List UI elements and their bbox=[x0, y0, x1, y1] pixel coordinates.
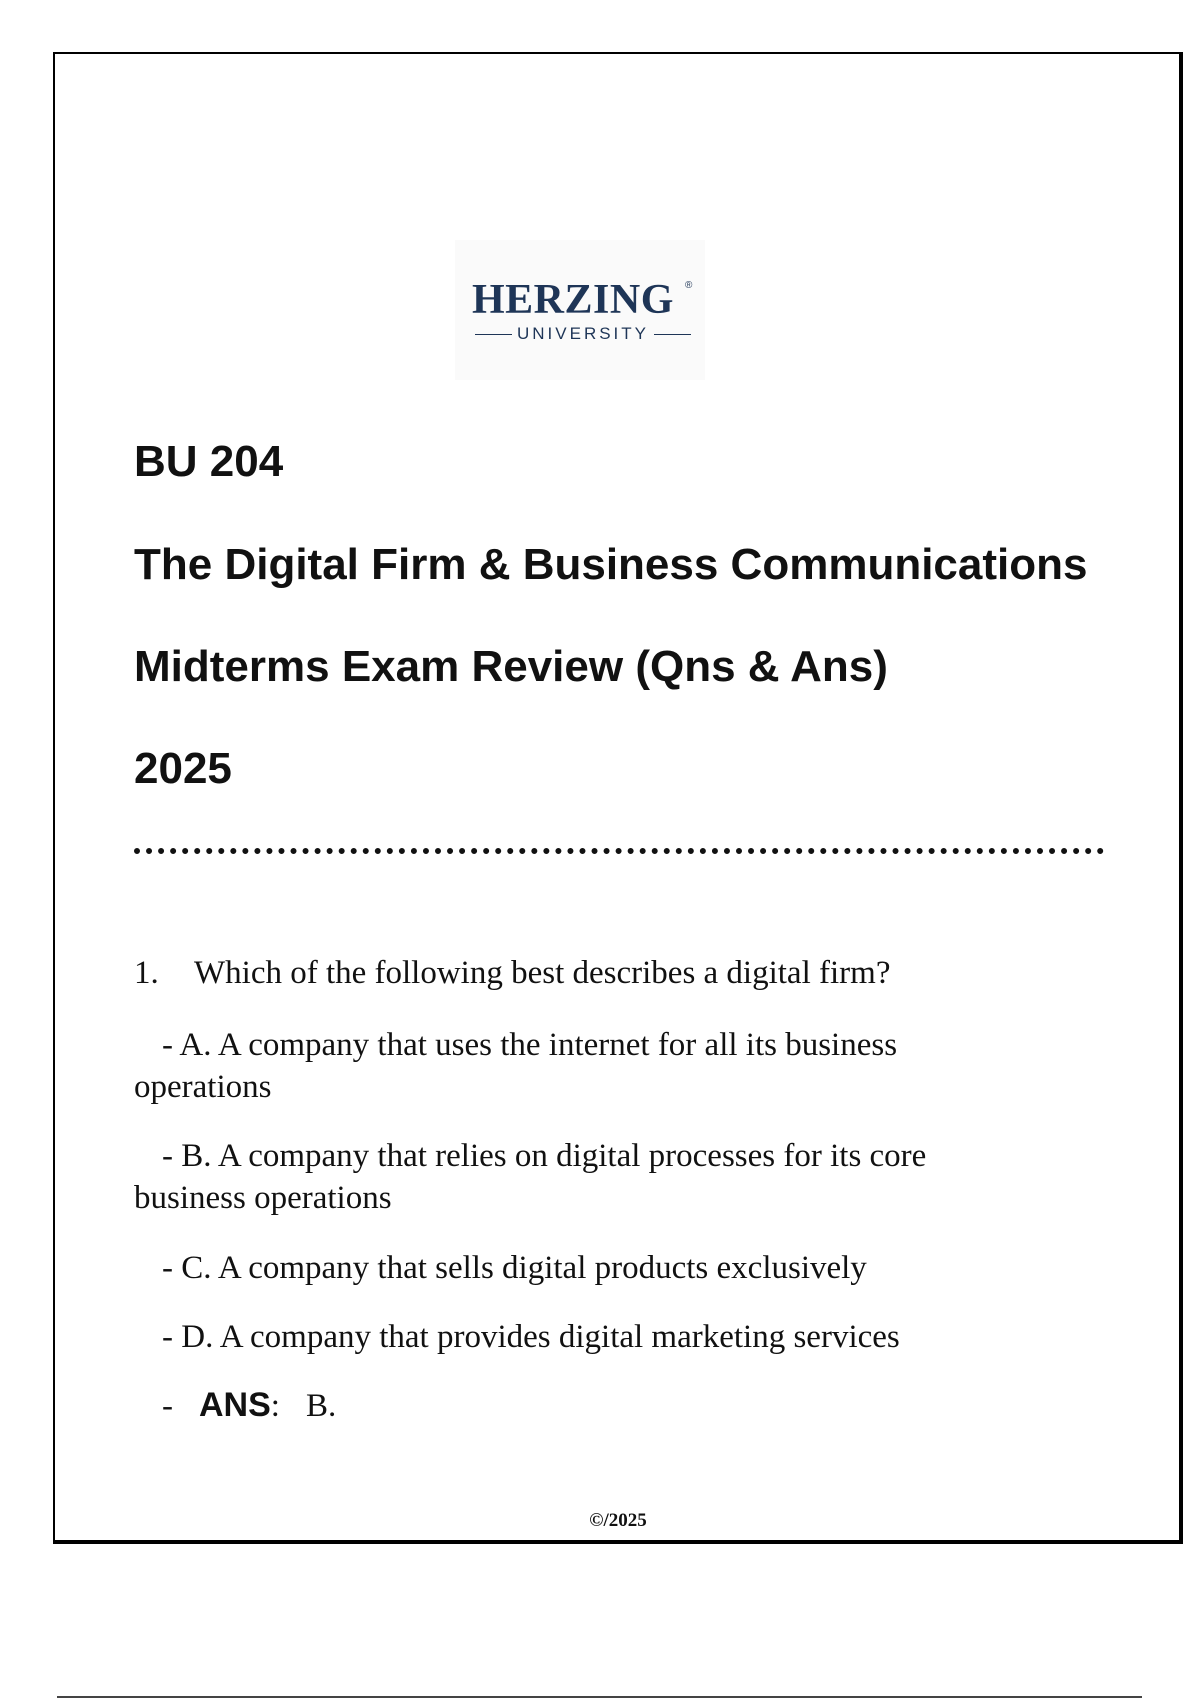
answer-colon: : bbox=[270, 1388, 280, 1424]
dotted-divider bbox=[134, 848, 1104, 854]
option-d: - D. A company that provides digital marketing services bbox=[162, 1319, 900, 1355]
logo-subtitle: UNIVERSITY bbox=[516, 324, 650, 343]
option-b: - B. A company that relies on digital processes for its core business operations bbox=[134, 1138, 927, 1216]
logo-line-left bbox=[475, 334, 512, 335]
herzing-university-logo bbox=[455, 240, 705, 380]
logo-name: HERZING bbox=[472, 277, 674, 323]
exam-title: Midterms Exam Review (Qns & Ans) bbox=[134, 642, 888, 691]
logo-registered-mark: ® bbox=[685, 280, 693, 291]
answer-value: B. bbox=[305, 1388, 337, 1424]
copyright-footer: ©/2025 bbox=[589, 1510, 647, 1531]
question-1 bbox=[134, 952, 1034, 994]
answer-label: ANS bbox=[199, 1386, 271, 1424]
logo-line-right bbox=[654, 334, 691, 335]
question-number: 1. bbox=[134, 955, 159, 991]
option-a: - A. A company that uses the internet for all its business operations bbox=[134, 1027, 898, 1105]
option-c: - C. A company that sells digital products exclusively bbox=[162, 1250, 867, 1286]
course-name: The Digital Firm & Business Communications bbox=[134, 540, 1088, 589]
question-text: Which of the following best describes a digital firm? bbox=[194, 955, 891, 991]
bottom-divider bbox=[57, 1696, 1142, 1698]
course-code: BU 204 bbox=[134, 437, 284, 486]
answer-dash: - bbox=[162, 1388, 173, 1424]
exam-year: 2025 bbox=[134, 744, 232, 793]
answer-line bbox=[162, 1386, 336, 1425]
logo-subtitle-row bbox=[475, 324, 691, 344]
